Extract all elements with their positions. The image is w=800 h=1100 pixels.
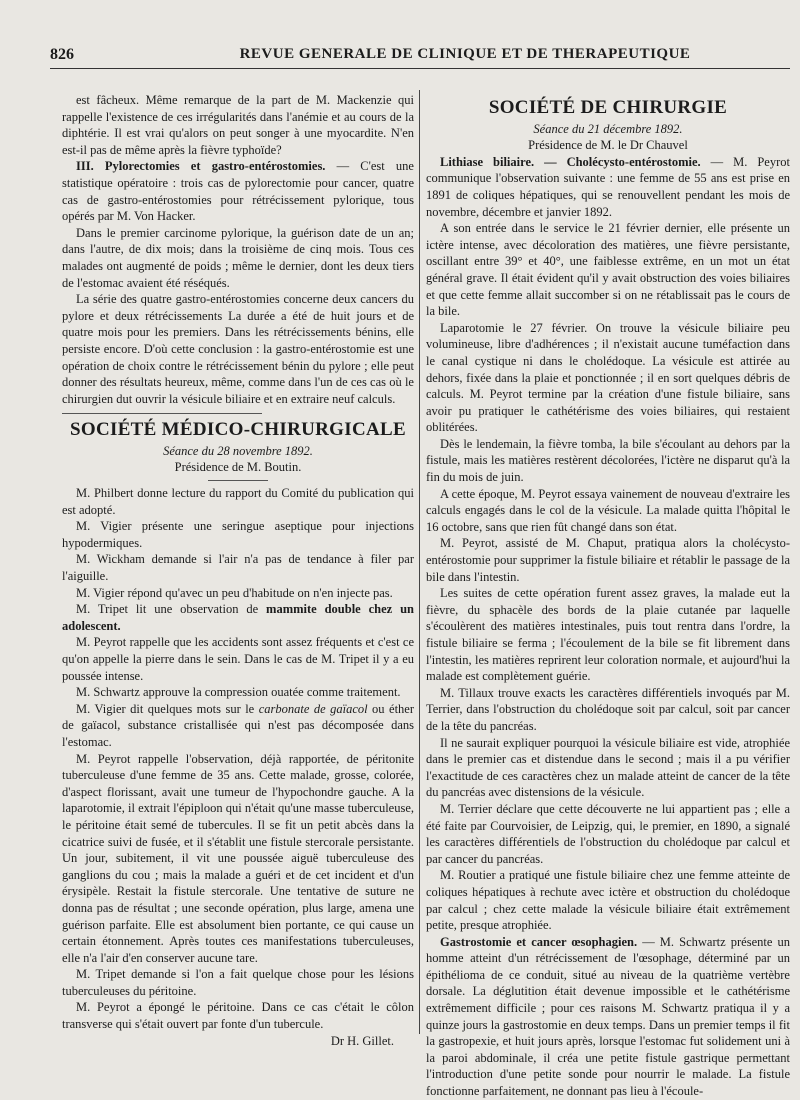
paragraph: M. Philbert donne lecture du rapport du Comité du publication qui est adopté.: [62, 486, 414, 517]
right-column: [426, 92, 790, 1099]
page-number: 826: [50, 46, 74, 63]
subsection-heading: III. Pylorectomies et gastro-entérostomies.: [76, 159, 326, 174]
paragraph: La série des quatre gastro-entérostomies concerne deux cancers du pylore et deux rétrécissements La durée a été de huit jours et de quatre mois pour les premiers. Dans les rétrécissements bénins, elle persiste encore. D'où cette conclusion : la gastro-entérostomie est une opération de choix contre le rétrécissement bénin du pylore ; elle peut donner des résultats heureux, même, comme dans l'un de ces cas où le chirurgien dut ouvrir la vésicule biliaire et en extraire neuf calculs.: [62, 292, 414, 406]
subsection-heading: Gastrostomie et cancer œsophagien.: [440, 934, 638, 949]
column-divider: [419, 90, 420, 1034]
paragraph: M. Peyrot rappelle l'observation, déjà rapportée, de péritonite tuberculeuse d'une femme de 35 ans. Cette malade, grosse, colorée, d'aspect florissant, avait une tumeur de l'hypochondre gauche. A la laparotomie, il extrait l'épiploon qui n'était qu'une masse tuberculeuse, le péritoine était semé de tubercules. Il se fit un petit abcès dans la cicatrice suivi de fusée, et il s'établit une fistule stercorale persistante. Un jour, subitement, il vit une poussée aiguë tuberculeuse des ganglions du cou ; mais la malade a guéri et de cet incident et d'un érysipèle. Restait la fistule stercorale. Une tentative de suture ne donna pas de résultat ; une seconde opération, plus large, amena une guérison parfaite. Elle est absolument bien portante, ce qui cause un certain étonnement. Après toutes ces manifestations tuberculeuses, elle n'a l'air d'en conserver aucune tare.: [62, 751, 414, 965]
subsection-heading: Lithiase biliaire. — Cholécysto-entérostomie.: [440, 154, 701, 169]
emphasis: mammite double chez un adolescent.: [62, 602, 414, 633]
divider: [208, 480, 268, 481]
section-title: SOCIÉTÉ MÉDICO-CHIRURGICALE: [70, 419, 406, 441]
paragraph: M. Schwartz approuve la compression ouatée comme traitement.: [76, 685, 401, 700]
paragraph: M. Vigier répond qu'avec un peu d'habitude on n'en injecte pas.: [76, 585, 393, 600]
paragraph-text: — M. Schwartz présente un homme atteint d'un rétrécissement de l'œsophage, déterminé par un épithélioma de ce conduit, situé au niveau de la quatrième vertèbre dorsale. La déglutition était devenue impossible et le cathétérisme extrêmement difficile ; pour ces raisons M. Schwartz pratiqua il y a quinze jours la gastrostomie en deux temps. Dans un premier temps il fit la gastropexie, et huit jours après, lorsque l'estomac fut solidement uni à la paroi abdominale, il créa une petite fistule gastrique permettant l'introduction d'une petite sonde pour nourrir le malade. La fistule fonctionne parfaitement, ne donnant pas lieu à l'écoule-: [426, 934, 790, 1099]
paragraph: M. Peyrot a épongé le péritoine. Dans ce cas c'était le côlon transverse qui s'était ouvert par fonte d'un tubercule.: [62, 1000, 414, 1032]
paragraph: [426, 154, 790, 220]
paragraph: M. Terrier déclare que cette découverte ne lui appartient pas ; elle a été faite par Courvoisier, de Leipzig, qui, le premier, en 1890, a signalé les caractères différentiels de l'obstruction du cholédoque par calcul et par cancer du pancréas.: [426, 801, 790, 866]
page-header: [50, 40, 790, 69]
paragraph: [426, 934, 790, 1100]
paragraph-text: M. Tripet lit une observation de: [76, 602, 267, 617]
paragraph: M. Peyrot, assisté de M. Chaput, pratiqua alors la cholécysto-entérostomie pour supprimer la fistule biliaire et rétablir le passage de la bile dans l'intestin.: [426, 536, 790, 584]
paragraph: M. Tripet demande si l'on a fait quelque chose pour les lésions tuberculeuses du péritoine.: [62, 967, 414, 998]
running-title: REVUE GENERALE DE CLINIQUE ET DE THERAPEUTIQUE: [239, 46, 691, 62]
paragraph: est fâcheux. Même remarque de la part de M. Mackenzie qui rappelle l'existence de ces irrégularités dans l'anémie et au cours de la diphtérie. Il est vrai qu'alors on peut songer à une myocardite. N'en est-il pas de même après la fièvre typhoïde?: [62, 93, 414, 157]
paragraph: M. Peyrot rappelle que les accidents sont assez fréquents et c'est ce qu'on appelle la pierre dans le sein. Dans le cas de M. Tripet il y a eu poussée intense.: [62, 635, 414, 683]
seance-date: Séance du 28 novembre 1892.: [163, 443, 313, 458]
paragraph-text: M. Vigier dit quelques mots sur le: [76, 701, 259, 716]
paragraph: [62, 158, 414, 224]
paragraph: M. Vigier présente une seringue aseptique pour injections hypodermiques.: [62, 519, 414, 550]
paragraph: Laparotomie le 27 février. On trouve la vésicule biliaire peu volumineuse, libre d'adhérences ; il n'existait aucune tuméfaction dans le canal cystique ni dans le cholédoque. La vésicule est attirée au dehors, fixée dans la plaie et ponctionnée ; il en sort quelques débris de calculs. M. Peyrot termine par la création d'une fistule biliaire, sans avoir pu pratiquer le cathétérisme des voies biliaires, qui restaient oblitérées.: [426, 320, 790, 435]
paragraph: [62, 601, 414, 634]
left-column: [62, 92, 415, 1048]
presidence: Présidence de M. le Dr Chauvel: [528, 138, 688, 153]
paragraph: Dans le premier carcinome pylorique, la guérison date de un an; dans l'autre, de dix mois; dans la troisième de cinq mois. Tous ces malades ont augmenté de poids ; même le dernier, dont les deux tiers de l'estomac avaient été réséqués.: [62, 225, 414, 290]
paragraph: M. Routier a pratiqué une fistule biliaire chez une femme atteinte de coliques hépatiques à rechute avec ictère et obstruction du cholédoque par calcul ; chez cette malade la vésicule biliaire était extrêmement petite, presque atrophiée.: [426, 868, 790, 933]
paragraph-text: ou éther de gaïacol, substance cristallisée qui n'est pas décomposée dans l'estomac.: [62, 701, 415, 749]
paragraph: A cette époque, M. Peyrot essaya vainement de nouveau d'extraire les calculs engagés dans le col de la vésicule. La malade quitta l'hôpital le 16 octobre, sans que rien fût changé dans son état.: [426, 486, 790, 534]
paragraph: M. Tillaux trouve exacts les caractères différentiels invoqués par M. Terrier, dans l'obstruction du cholédoque soit par calcul, soit par cancer de la tête du pancréas.: [426, 685, 790, 733]
paragraph: A son entrée dans le service le 21 février dernier, elle présente un ictère intense, avec décoloration des matières, une fièvre persistante, oscillant entre 39° et 40°, une faiblesse extrême, en un mot un état général grave. Il était évident qu'il y avait obstruction des voies biliaires et que cette femme allait succomber si on ne rétablissait pas le cours de la bile.: [426, 221, 790, 319]
section-divider: [62, 413, 262, 414]
paragraph: Il ne saurait expliquer pourquoi la vésicule biliaire est vide, atrophiée dans le premier cas et distendue dans le second ; mais il a pu vérifier l'exactitude de ces caractères chez un malade atteint de cancer de la tête du pancréas avec distensions de la vésicule.: [426, 735, 790, 800]
paragraph: [62, 701, 414, 751]
signature: Dr H. Gillet.: [330, 1033, 394, 1048]
emphasis: carbonate de gaïacol: [258, 701, 368, 716]
paragraph-text: — M. Peyrot communique l'observation suivante : une femme de 55 ans est prise en 1891 de coliques hépatiques, qui se renouvellent pendant les mois de novembre, décembre et janvier 1892.: [426, 154, 790, 219]
paragraph: Les suites de cette opération furent assez graves, la malade eut la fièvre, du sphacèle des bords de la plaie cutanée par laquelle s'écoulèrent des matières intestinales, puis tout rentra dans l'ordre, la fistule biliaire se ferma ; l'écoulement de la bile se fit librement dans l'intestin, les matières reprirent leur coloration normale, et aujourd'hui la malade est complètement guérie.: [426, 586, 790, 684]
paragraph: Dès le lendemain, la fièvre tomba, la bile s'écoulant au dehors par la fistule, mais les matières restèrent décolorées, l'ictère ne disparut qu'à la fin du mois de juin.: [426, 436, 790, 485]
section-title: SOCIÉTÉ DE CHIRURGIE: [488, 97, 728, 118]
paragraph: M. Wickham demande si l'air n'a pas de tendance à filer par l'aiguille.: [62, 552, 414, 584]
paragraph-text: — C'est une statistique opératoire : trois cas de pylorectomie pour cancer, quatre cas de gastro-entérostomies pour rétrécissement pylorique, tous opérés par M. Von Hacker.: [62, 159, 414, 224]
presidence: Présidence de M. Boutin.: [174, 460, 302, 475]
seance-date: Séance du 21 décembre 1892.: [533, 121, 683, 136]
